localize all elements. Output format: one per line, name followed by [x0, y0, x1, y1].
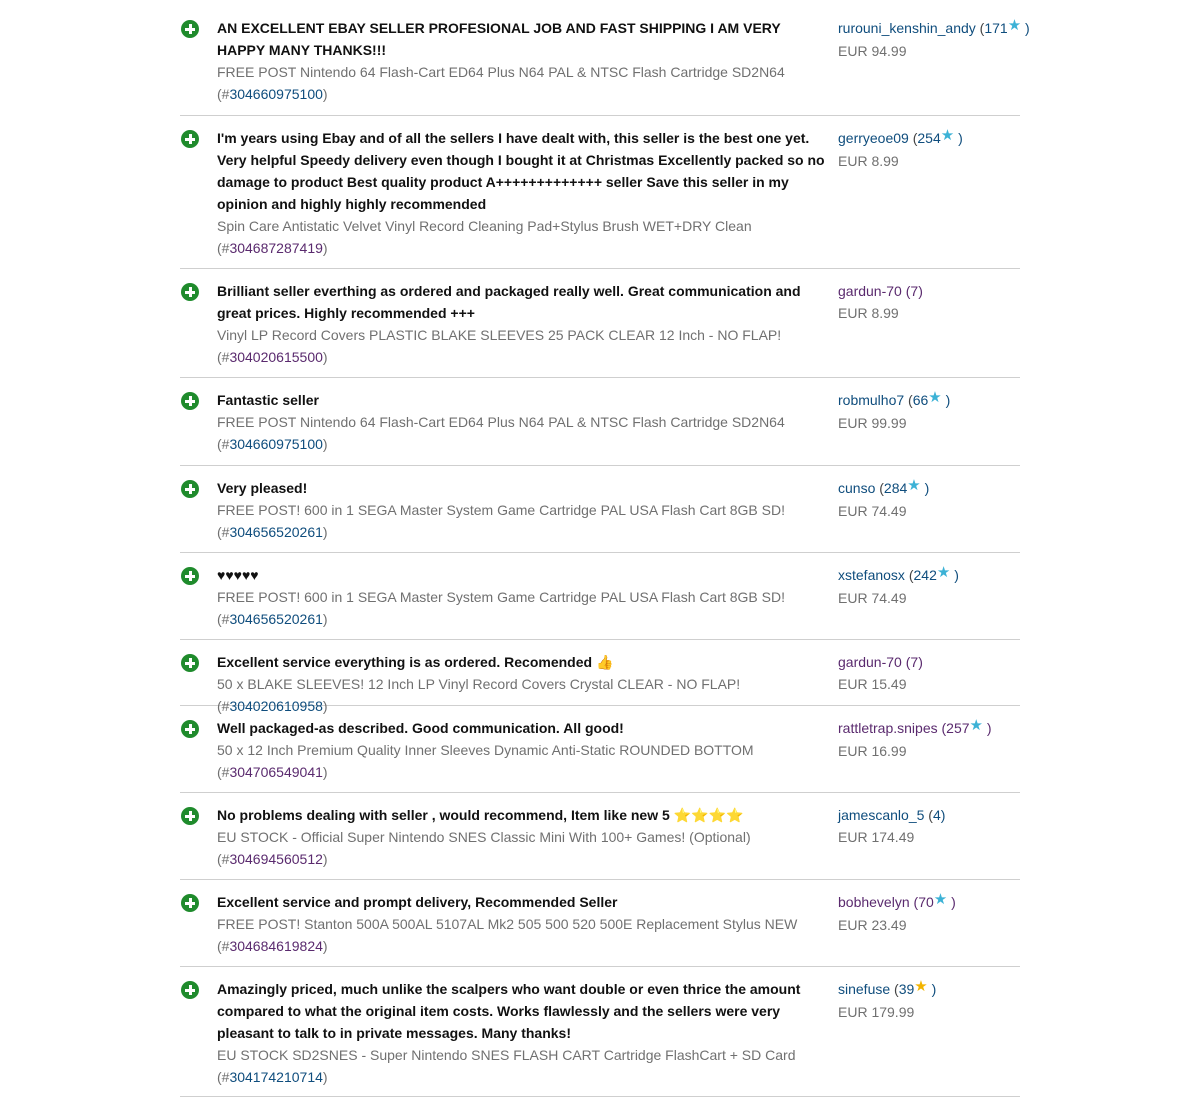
buyer-feedback-score[interactable]: 7: [910, 283, 919, 299]
buyer-feedback-score[interactable]: 39: [898, 981, 915, 997]
positive-feedback-icon: [181, 807, 199, 825]
feedback-comment: Well packaged-as described. Good communication. All good!: [217, 720, 624, 736]
feedback-row: [180, 706, 1020, 793]
item-title: FREE POST! Stanton 500A 500AL 5107AL Mk2 505 500 520 500E Replacement Stylus NEW (#304684619824): [217, 916, 798, 954]
item-title: 50 x 12 Inch Premium Quality Inner Sleeves Dynamic Anti-Static ROUNDED BOTTOM (#304706549041): [217, 742, 754, 780]
buyer-info: gerryeoe09 (254★ ) EUR 8.99: [838, 127, 1020, 172]
item-title-text: FREE POST Nintendo 64 Flash-Cart ED64 Plus N64 PAL & NTSC Flash Cartridge SD2N64: [217, 414, 785, 430]
buyer-feedback-score[interactable]: 7: [910, 654, 919, 670]
item-number-link[interactable]: 304684619824: [229, 938, 323, 954]
item-number-link[interactable]: 304660975100: [229, 86, 323, 102]
positive-feedback-icon: [181, 720, 199, 738]
positive-feedback-icon: [181, 480, 199, 498]
buyer-info: sinefuse (39★ ) EUR 179.99: [838, 978, 1020, 1023]
item-price: EUR 179.99: [838, 1004, 915, 1020]
feedback-row: [180, 640, 1020, 714]
item-number-link[interactable]: 304020615500: [229, 349, 323, 365]
feedback-row: [180, 880, 1020, 967]
feedback-star-icon: ★: [928, 389, 942, 406]
item-title: EU STOCK SD2SNES - Super Nintendo SNES FLASH CART Cartridge FlashCart + SD Card (#304174210714): [217, 1047, 796, 1085]
buyer-username-link[interactable]: xstefanosx: [838, 567, 905, 583]
item-number-link[interactable]: 304694560512: [229, 851, 323, 867]
item-title-text: FREE POST! Stanton 500A 500AL 5107AL Mk2 505 500 520 500E Replacement Stylus NEW: [217, 916, 798, 932]
item-number-link[interactable]: 304706549041: [229, 764, 323, 780]
feedback-comment: Fantastic seller: [217, 392, 319, 408]
item-title: FREE POST! 600 in 1 SEGA Master System Game Cartridge PAL USA Flash Cart 8GB SD! (#304656520261): [217, 589, 785, 627]
feedback-text: [217, 804, 827, 870]
positive-feedback-icon: [181, 283, 199, 301]
feedback-star-icon: ★: [940, 127, 955, 144]
item-price: EUR 15.49: [838, 676, 907, 692]
positive-feedback-icon: [181, 981, 199, 999]
buyer-info: bobhevelyn (70★ ) EUR 23.49: [838, 891, 1020, 936]
buyer-username-link[interactable]: rattletrap.snipes: [838, 720, 938, 736]
item-title: Spin Care Antistatic Velvet Vinyl Record Cleaning Pad+Stylus Brush WET+DRY Clean (#304687287419): [217, 218, 752, 256]
buyer-info: xstefanosx (242★ ) EUR 74.49: [838, 564, 1020, 609]
item-title: Vinyl LP Record Covers PLASTIC BLAKE SLEEVES 25 PACK CLEAR 12 Inch - NO FLAP! (#304020615500): [217, 327, 782, 365]
item-title-text: 50 x 12 Inch Premium Quality Inner Sleeves Dynamic Anti-Static ROUNDED BOTTOM: [217, 742, 754, 758]
feedback-text: [217, 717, 827, 783]
item-price: EUR 8.99: [838, 305, 899, 321]
feedback-comment: Very pleased!: [217, 480, 308, 496]
feedback-comment: No problems dealing with seller , would recommend, Item like new 5 ⭐⭐⭐⭐: [217, 807, 744, 823]
item-price: EUR 99.99: [838, 415, 907, 431]
buyer-info: gardun-70 (7) EUR 8.99: [838, 280, 1020, 324]
buyer-username-link[interactable]: sinefuse: [838, 981, 891, 997]
item-price: EUR 16.99: [838, 743, 907, 759]
item-title-text: FREE POST Nintendo 64 Flash-Cart ED64 Plus N64 PAL & NTSC Flash Cartridge SD2N64: [217, 64, 785, 80]
feedback-comment: I'm years using Ebay and of all the sellers I have dealt with, this seller is the best one yet. Very helpful Speedy delivery even though I bought it at Christmas Excellently packed so no damage to product Best quality product A+++++++++++++ seller Save this seller in my opinion and highly highly recommended: [217, 130, 825, 212]
buyer-feedback-score[interactable]: 70: [918, 894, 934, 910]
item-title: FREE POST Nintendo 64 Flash-Cart ED64 Plus N64 PAL & NTSC Flash Cartridge SD2N64 (#304660975100): [217, 64, 785, 102]
item-title: FREE POST Nintendo 64 Flash-Cart ED64 Plus N64 PAL & NTSC Flash Cartridge SD2N64 (#304660975100): [217, 414, 785, 452]
feedback-comment: Excellent service and prompt delivery, Recommended Seller: [217, 894, 618, 910]
positive-feedback-icon: [181, 392, 199, 410]
positive-feedback-icon: [181, 20, 199, 38]
item-number-link[interactable]: 304656520261: [229, 524, 323, 540]
buyer-feedback-score[interactable]: 257: [946, 720, 970, 736]
item-number-link[interactable]: 304687287419: [229, 240, 323, 256]
feedback-list: [180, 6, 1030, 1097]
item-title-text: FREE POST! 600 in 1 SEGA Master System Game Cartridge PAL USA Flash Cart 8GB SD!: [217, 589, 785, 605]
item-title-text: 50 x BLAKE SLEEVES! 12 Inch LP Vinyl Record Covers Crystal CLEAR - NO FLAP!: [217, 676, 741, 692]
buyer-info: robmulho7 (66★ ) EUR 99.99: [838, 389, 1020, 434]
buyer-feedback-score[interactable]: 4: [932, 807, 941, 823]
feedback-row: [180, 6, 1030, 116]
item-title-text: Vinyl LP Record Covers PLASTIC BLAKE SLEEVES 25 PACK CLEAR 12 Inch - NO FLAP!: [217, 327, 782, 343]
item-number-link[interactable]: 304174210714: [229, 1069, 323, 1085]
item-title-text: FREE POST! 600 in 1 SEGA Master System Game Cartridge PAL USA Flash Cart 8GB SD!: [217, 502, 785, 518]
buyer-info: rattletrap.snipes (257★ ) EUR 16.99: [838, 717, 1020, 762]
feedback-row: [180, 116, 1020, 269]
feedback-star-icon: ★: [969, 717, 983, 734]
item-title-text: EU STOCK - Official Super Nintendo SNES Classic Mini With 100+ Games! (Optional): [217, 829, 751, 845]
positive-feedback-icon: [181, 654, 199, 672]
feedback-comment: AN EXCELLENT EBAY SELLER PROFESIONAL JOB AND FAST SHIPPING I AM VERY HAPPY MANY THANKS!!!: [217, 20, 781, 58]
buyer-username-link[interactable]: jamescanlo_5: [838, 807, 925, 823]
feedback-row: [180, 466, 1020, 553]
feedback-text: [217, 280, 827, 368]
item-number-link[interactable]: 304660975100: [229, 436, 323, 452]
buyer-feedback-score[interactable]: 242: [913, 567, 937, 583]
buyer-feedback-score[interactable]: 254: [917, 130, 941, 146]
feedback-comment: ♥♥♥♥♥: [217, 567, 259, 583]
item-number-link[interactable]: 304656520261: [229, 611, 323, 627]
feedback-star-icon: ★: [933, 891, 948, 908]
item-price: EUR 74.49: [838, 590, 907, 606]
item-price: EUR 174.49: [838, 829, 915, 845]
feedback-star-icon: ★: [914, 978, 928, 995]
item-price: EUR 8.99: [838, 153, 899, 169]
buyer-username-link[interactable]: robmulho7: [838, 392, 905, 408]
buyer-username-link[interactable]: rurouni_kenshin_andy: [838, 20, 976, 36]
feedback-comment: Excellent service everything is as ordered. Recomended 👍: [217, 654, 614, 670]
feedback-text: [217, 564, 827, 630]
feedback-row: [180, 967, 1020, 1097]
item-price: EUR 74.49: [838, 503, 907, 519]
feedback-row: [180, 378, 1020, 466]
feedback-row: [180, 553, 1020, 640]
item-title-text: Spin Care Antistatic Velvet Vinyl Record Cleaning Pad+Stylus Brush WET+DRY Clean: [217, 218, 752, 234]
buyer-info: cunso (284★ ) EUR 74.49: [838, 477, 1020, 522]
item-price: EUR 94.99: [838, 43, 907, 59]
buyer-info: gardun-70 (7) EUR 15.49: [838, 651, 1020, 695]
item-title: 50 x BLAKE SLEEVES! 12 Inch LP Vinyl Record Covers Crystal CLEAR - NO FLAP! (#304020610958): [217, 676, 741, 714]
buyer-username-link[interactable]: gardun-70: [838, 283, 902, 299]
feedback-star-icon: ★: [1007, 17, 1022, 34]
feedback-row: [180, 269, 1020, 378]
item-price: EUR 23.49: [838, 917, 907, 933]
buyer-feedback-score[interactable]: 171: [984, 20, 1008, 36]
feedback-row: [180, 793, 1020, 880]
buyer-feedback-score[interactable]: 284: [883, 480, 908, 496]
feedback-text: [217, 978, 827, 1088]
positive-feedback-icon: [181, 567, 199, 585]
feedback-star-icon: ★: [907, 477, 921, 494]
item-number-link[interactable]: 304020610958: [229, 698, 323, 714]
buyer-username-link[interactable]: gerryeoe09: [838, 130, 909, 146]
item-title: EU STOCK - Official Super Nintendo SNES Classic Mini With 100+ Games! (Optional) (#304694560512): [217, 829, 751, 867]
feedback-text: [217, 891, 827, 957]
feedback-text: [217, 477, 827, 543]
positive-feedback-icon: [181, 130, 199, 148]
buyer-info: rurouni_kenshin_andy (171★ ) EUR 94.99: [838, 17, 1020, 62]
buyer-feedback-score[interactable]: 66: [912, 392, 929, 408]
feedback-comment: Brilliant seller everthing as ordered and packaged really well. Great communication and great prices. Highly recommended +++: [217, 283, 801, 321]
buyer-username-link[interactable]: bobhevelyn: [838, 894, 910, 910]
item-title: FREE POST! 600 in 1 SEGA Master System Game Cartridge PAL USA Flash Cart 8GB SD! (#304656520261): [217, 502, 785, 540]
feedback-text: [217, 127, 827, 259]
buyer-username-link[interactable]: gardun-70: [838, 654, 902, 670]
feedback-star-icon: ★: [936, 564, 951, 581]
positive-feedback-icon: [181, 894, 199, 912]
feedback-comment: Amazingly priced, much unlike the scalpers who want double or even thrice the amount compared to what the original item costs. Works flawlessly and the sellers were very pleasant to talk to in private messages. Many thanks!: [217, 981, 801, 1041]
item-title-text: EU STOCK SD2SNES - Super Nintendo SNES FLASH CART Cartridge FlashCart + SD Card: [217, 1047, 796, 1063]
feedback-text: [217, 389, 827, 455]
feedback-text: [217, 17, 827, 105]
buyer-info: jamescanlo_5 (4) EUR 174.49: [838, 804, 1020, 848]
buyer-username-link[interactable]: cunso: [838, 480, 876, 496]
